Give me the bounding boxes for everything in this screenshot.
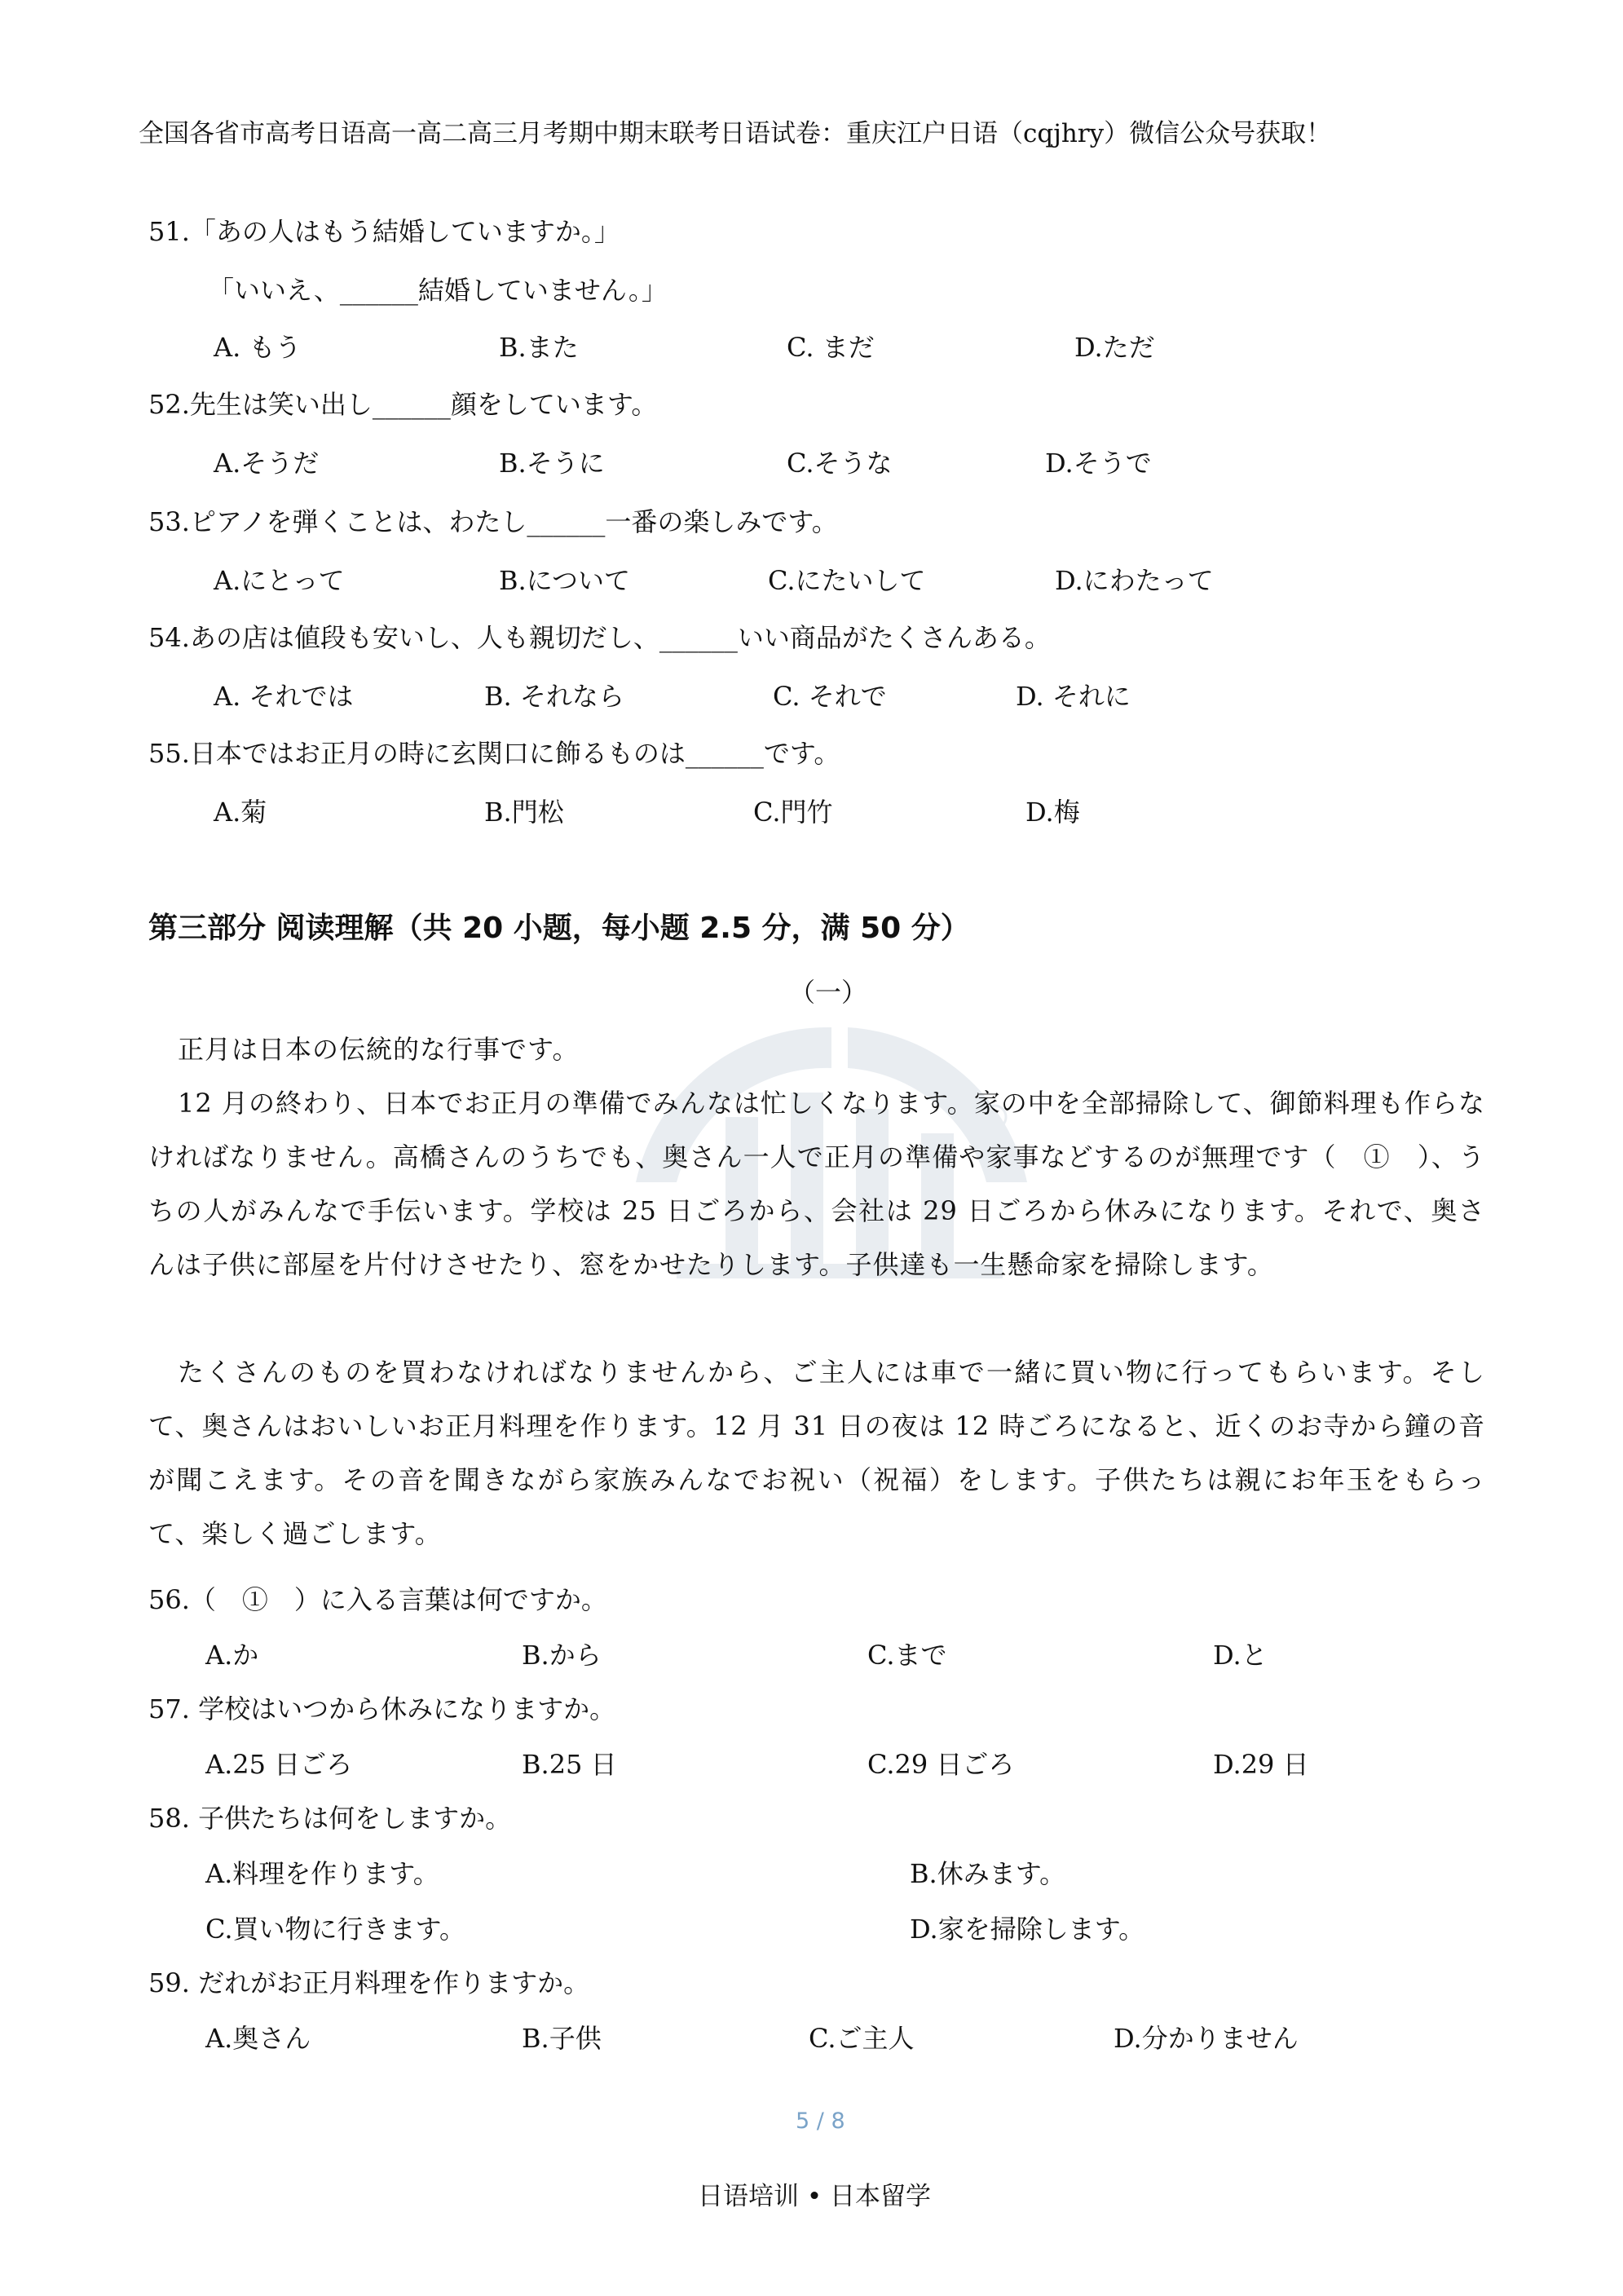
q52-option-a: A.そうだ bbox=[214, 448, 320, 479]
question-56-stem: 56.（ ① ）に入る言葉は何ですか。 bbox=[148, 1584, 607, 1615]
section-title: 第三部分 阅读理解（共 20 小题，每小题 2.5 分，满 50 分） bbox=[148, 912, 970, 945]
q58-option-c: C.買い物に行きます。 bbox=[205, 1914, 465, 1945]
question-57-stem: 57. 学校はいつから休みになりますか。 bbox=[148, 1693, 616, 1724]
page-number: 5 / 8 bbox=[796, 2108, 845, 2134]
page-header: 全国各省市高考日语高一高二高三月考期中期末联考日语试卷：重庆江户日语（cqjhry）微信公众号获取！ bbox=[139, 119, 1332, 148]
question-58-stem: 58. 子供たちは何をしますか。 bbox=[148, 1803, 512, 1834]
q54-option-c: C. それで bbox=[773, 681, 887, 712]
q51-option-b: B.また bbox=[499, 332, 579, 363]
question-59-stem: 59. だれがお正月料理を作りますか。 bbox=[148, 1967, 590, 1998]
q54-option-d: D. それに bbox=[1016, 681, 1131, 712]
q55-option-c: C.門竹 bbox=[753, 797, 833, 828]
passage-paragraph-3: たくさんのものを買わなければなりませんから、ご主人には車で一緒に買い物に行ってもらいます。そして、奥さんはおいしいお正月料理を作ります。12 月 31 日の夜は 12 時ごろになると、近くのお寺から鐘の音が聞こえます。その音を聞きながら家族みんなでお祝い（祝福）をします。子供たちは親にお年玉をもらって、楽しく過ごします。 bbox=[148, 1357, 1485, 1549]
question-55-stem: 55.日本ではお正月の時に玄関口に飾るものは______です。 bbox=[148, 738, 840, 769]
q56-option-b: B.から bbox=[522, 1640, 602, 1671]
q51-option-a: A. もう bbox=[214, 332, 302, 363]
q53-option-b: B.について bbox=[499, 565, 631, 596]
question-53-stem: 53.ピアノを弾くことは、わたし______一番の楽しみです。 bbox=[148, 506, 838, 537]
q51-option-c: C. まだ bbox=[787, 332, 875, 363]
q58-option-b: B.休みます。 bbox=[910, 1858, 1066, 1889]
q59-option-d: D.分かりません bbox=[1114, 2023, 1299, 2054]
q53-option-a: A.にとって bbox=[214, 565, 345, 596]
q55-option-b: B.門松 bbox=[484, 797, 564, 828]
question-52-stem: 52.先生は笑い出し______顔をしています。 bbox=[148, 389, 658, 420]
q52-option-b: B.そうに bbox=[499, 448, 605, 479]
q57-option-d: D.29 日 bbox=[1213, 1749, 1309, 1780]
q55-option-d: D.梅 bbox=[1025, 797, 1080, 828]
q59-option-a: A.奥さん bbox=[205, 2023, 311, 2054]
q54-option-b: B. それなら bbox=[484, 681, 624, 712]
passage-paragraph-2: 12 月の終わり、日本でお正月の準備でみんなは忙しくなります。家の中を全部掃除して、御節料理も作らなければなりません。高橋さんのうちでも、奥さん一人で正月の準備や家事などするのが無理です（ ① ）、うちの人がみんなで手伝います。学校は 25 日ごろから、会社は 29 日ごろから休みになります。それで、奥さんは子供に部屋を片付けさせたり、窓をかせたりします。子供達も一生懸命家を掃除します。 bbox=[148, 1088, 1485, 1280]
question-51-stem: 51.「あの人はもう結婚していますか。」 bbox=[148, 216, 620, 247]
q54-option-a: A. それでは bbox=[214, 681, 354, 712]
q57-option-b: B.25 日 bbox=[522, 1749, 617, 1780]
question-54-stem: 54.あの店は値段も安いし、人も親切だし、______いい商品がたくさんある。 bbox=[148, 622, 1051, 653]
question-51-stem-2: 「いいえ、______結婚していません。」 bbox=[208, 275, 668, 306]
q56-option-d: D.と bbox=[1213, 1640, 1268, 1671]
q58-option-a: A.料理を作ります。 bbox=[205, 1858, 439, 1889]
q57-option-c: C.29 日ごろ bbox=[867, 1749, 1015, 1780]
section-subtitle: （一） bbox=[789, 977, 868, 1008]
q59-option-c: C.ご主人 bbox=[809, 2023, 915, 2054]
q56-option-a: A.か bbox=[205, 1640, 259, 1671]
q52-option-d: D.そうで bbox=[1045, 448, 1152, 479]
q52-option-c: C.そうな bbox=[787, 448, 893, 479]
footer-brand: 日语培训 • 日本留学 bbox=[698, 2182, 931, 2211]
q58-option-d: D.家を掃除します。 bbox=[910, 1914, 1145, 1945]
q53-option-c: C.にたいして bbox=[768, 565, 926, 596]
q57-option-a: A.25 日ごろ bbox=[205, 1749, 353, 1780]
q59-option-b: B.子供 bbox=[522, 2023, 602, 2054]
passage-paragraph-1: 正月は日本の伝統的な行事です。 bbox=[178, 1034, 580, 1065]
q51-option-d: D.ただ bbox=[1074, 332, 1155, 363]
q53-option-d: D.にわたって bbox=[1055, 565, 1214, 596]
q55-option-a: A.菊 bbox=[214, 797, 267, 828]
q56-option-c: C.まで bbox=[867, 1640, 947, 1671]
